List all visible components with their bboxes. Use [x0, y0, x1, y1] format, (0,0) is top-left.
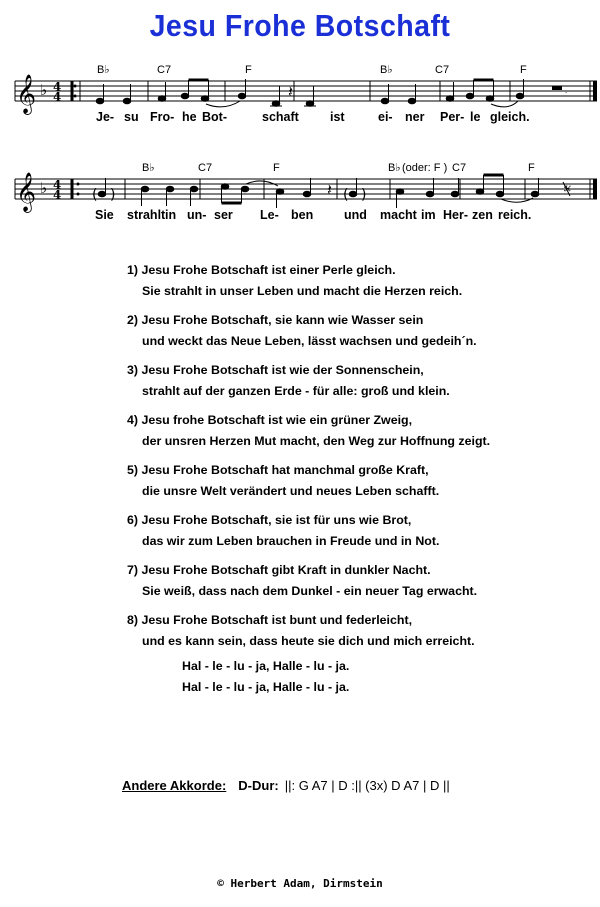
- lyric-syllable: Le-: [260, 208, 279, 222]
- halleluja-refrain: [182, 656, 349, 697]
- staff-1: [0, 55, 600, 135]
- verse-line: das wir zum Leben brauchen in Freude und in Not.: [142, 533, 440, 548]
- verse: [127, 410, 567, 451]
- lyric-syllable: in: [165, 208, 177, 222]
- lyric-syllable: he: [182, 110, 197, 124]
- verse: [127, 560, 567, 601]
- lyric-syllable: Je-: [96, 110, 115, 124]
- svg-text:(: (: [343, 187, 349, 203]
- verse: [127, 610, 567, 651]
- flat-icon: ♭: [40, 179, 48, 197]
- verse-line: 4) Jesu frohe Botschaft ist wie ein grüner Zweig,: [127, 413, 413, 427]
- verse-line: und weckt das Neue Leben, lässt wachsen und gedeih´n.: [142, 333, 477, 348]
- lyric-syllable: ser: [214, 208, 233, 222]
- verse-line: 5) Jesu Frohe Botschaft hat manchmal große Kraft,: [127, 463, 429, 477]
- verse-line: der unsren Herzen Mut macht, den Weg zur Hoffnung zeigt.: [142, 433, 491, 448]
- staff-2: [0, 153, 600, 233]
- song-title: Jesu Frohe Botschaft: [149, 8, 451, 43]
- chord-symbol: F: [245, 64, 252, 76]
- svg-text:4: 4: [53, 80, 62, 94]
- svg-text:.: .: [565, 86, 568, 95]
- verse-line: 2) Jesu Frohe Botschaft, sie kann wie Wasser sein: [127, 313, 424, 327]
- verse: [127, 460, 567, 501]
- verse-line: 8) Jesu Frohe Botschaft ist bunt und federleicht,: [127, 613, 413, 627]
- verse-line: die unsre Welt verändert und neues Leben schafft.: [142, 483, 440, 498]
- verse-line: und es kann sein, dass heute sie dich und mich erreicht.: [142, 633, 475, 648]
- svg-text:): ): [361, 187, 367, 203]
- chord-symbol: F: [528, 162, 535, 174]
- verse: [127, 360, 567, 401]
- chord-symbol: C7: [157, 64, 172, 76]
- chord-symbol: C7: [198, 162, 213, 174]
- lyric-syllable: ben: [291, 208, 314, 222]
- lyric-syllable: strahlt: [127, 208, 166, 222]
- lyric-syllable: gleich.: [490, 110, 530, 124]
- lyric-syllable: Bot-: [202, 110, 227, 124]
- verse: [127, 260, 567, 301]
- svg-text:(: (: [92, 187, 98, 203]
- chord-symbol: C7: [435, 64, 450, 76]
- chord-symbol: (oder: F ): [402, 162, 448, 174]
- lyric-syllable: su: [124, 110, 139, 124]
- verse-line: Sie strahlt in unser Leben und macht die Herzen reich.: [142, 283, 463, 298]
- lyric-syllable: reich.: [498, 208, 532, 222]
- chord-symbol: B♭: [142, 162, 155, 174]
- svg-text:4: 4: [53, 178, 62, 192]
- lyric-syllable: im: [421, 208, 436, 222]
- verse-line: 6) Jesu Frohe Botschaft, sie ist für uns wie Brot,: [127, 513, 412, 527]
- refrain-line: Hal - le - lu - ja, Halle - lu - ja.: [182, 659, 350, 673]
- chord-symbol: F: [273, 162, 280, 174]
- lyric-syllable: Sie: [95, 208, 114, 222]
- treble-clef-icon: 𝄞: [16, 74, 37, 114]
- chord-symbol: B♭: [388, 162, 401, 174]
- lyric-syllable: un-: [187, 208, 207, 222]
- flat-icon: ♭: [40, 81, 48, 99]
- copyright: © Herbert Adam, Dirmstein: [217, 877, 383, 890]
- treble-clef-icon: 𝄞: [16, 172, 37, 212]
- chord-symbol: B♭: [97, 64, 110, 76]
- chord-symbol: B♭: [380, 64, 393, 76]
- refrain-line: Hal - le - lu - ja, Halle - lu - ja.: [182, 679, 350, 694]
- lyric-syllable: macht: [380, 208, 417, 222]
- svg-text:ℋ: ℋ: [564, 186, 571, 193]
- verse-line: strahlt auf der ganzen Erde - für alle: groß und klein.: [142, 383, 450, 398]
- chord-sequence: ||: G A7 | D :|| (3x) D A7 | D ||: [284, 778, 450, 793]
- chord-symbol: F: [520, 64, 527, 76]
- svg-text:): ): [110, 187, 116, 203]
- svg-text:4: 4: [53, 188, 62, 202]
- lyric-syllable: Per-: [440, 110, 465, 124]
- other-chords: [122, 778, 450, 793]
- key-label: D-Dur:: [238, 778, 279, 793]
- other-chords-label: Andere Akkorde:: [122, 778, 227, 793]
- lyric-syllable: schaft: [262, 110, 299, 124]
- svg-text:𝄽: 𝄽: [327, 180, 332, 199]
- lyric-syllable: ei-: [378, 110, 393, 124]
- verse: [127, 310, 567, 351]
- lyric-syllable: le: [470, 110, 481, 124]
- lyric-syllable: ist: [330, 110, 345, 124]
- verse-line: 1) Jesu Frohe Botschaft ist einer Perle gleich.: [127, 263, 396, 277]
- svg-text:4: 4: [53, 90, 62, 104]
- lyric-syllable: ner: [405, 110, 425, 124]
- verse-line: Sie weiß, dass nach dem Dunkel - ein neuer Tag erwacht.: [142, 583, 478, 598]
- verse-line: 3) Jesu Frohe Botschaft ist wie der Sonnenschein,: [127, 363, 424, 377]
- lyric-syllable: zen: [472, 208, 493, 222]
- verse-line: 7) Jesu Frohe Botschaft gibt Kraft in dunkler Nacht.: [127, 563, 431, 577]
- verse-list: [127, 260, 567, 660]
- lyric-syllable: Her-: [443, 208, 469, 222]
- lyric-syllable: Fro-: [150, 110, 175, 124]
- lyric-syllable: und: [344, 208, 367, 222]
- verse: [127, 510, 567, 551]
- chord-symbol: C7: [452, 162, 467, 174]
- svg-text:𝄽: 𝄽: [288, 82, 293, 101]
